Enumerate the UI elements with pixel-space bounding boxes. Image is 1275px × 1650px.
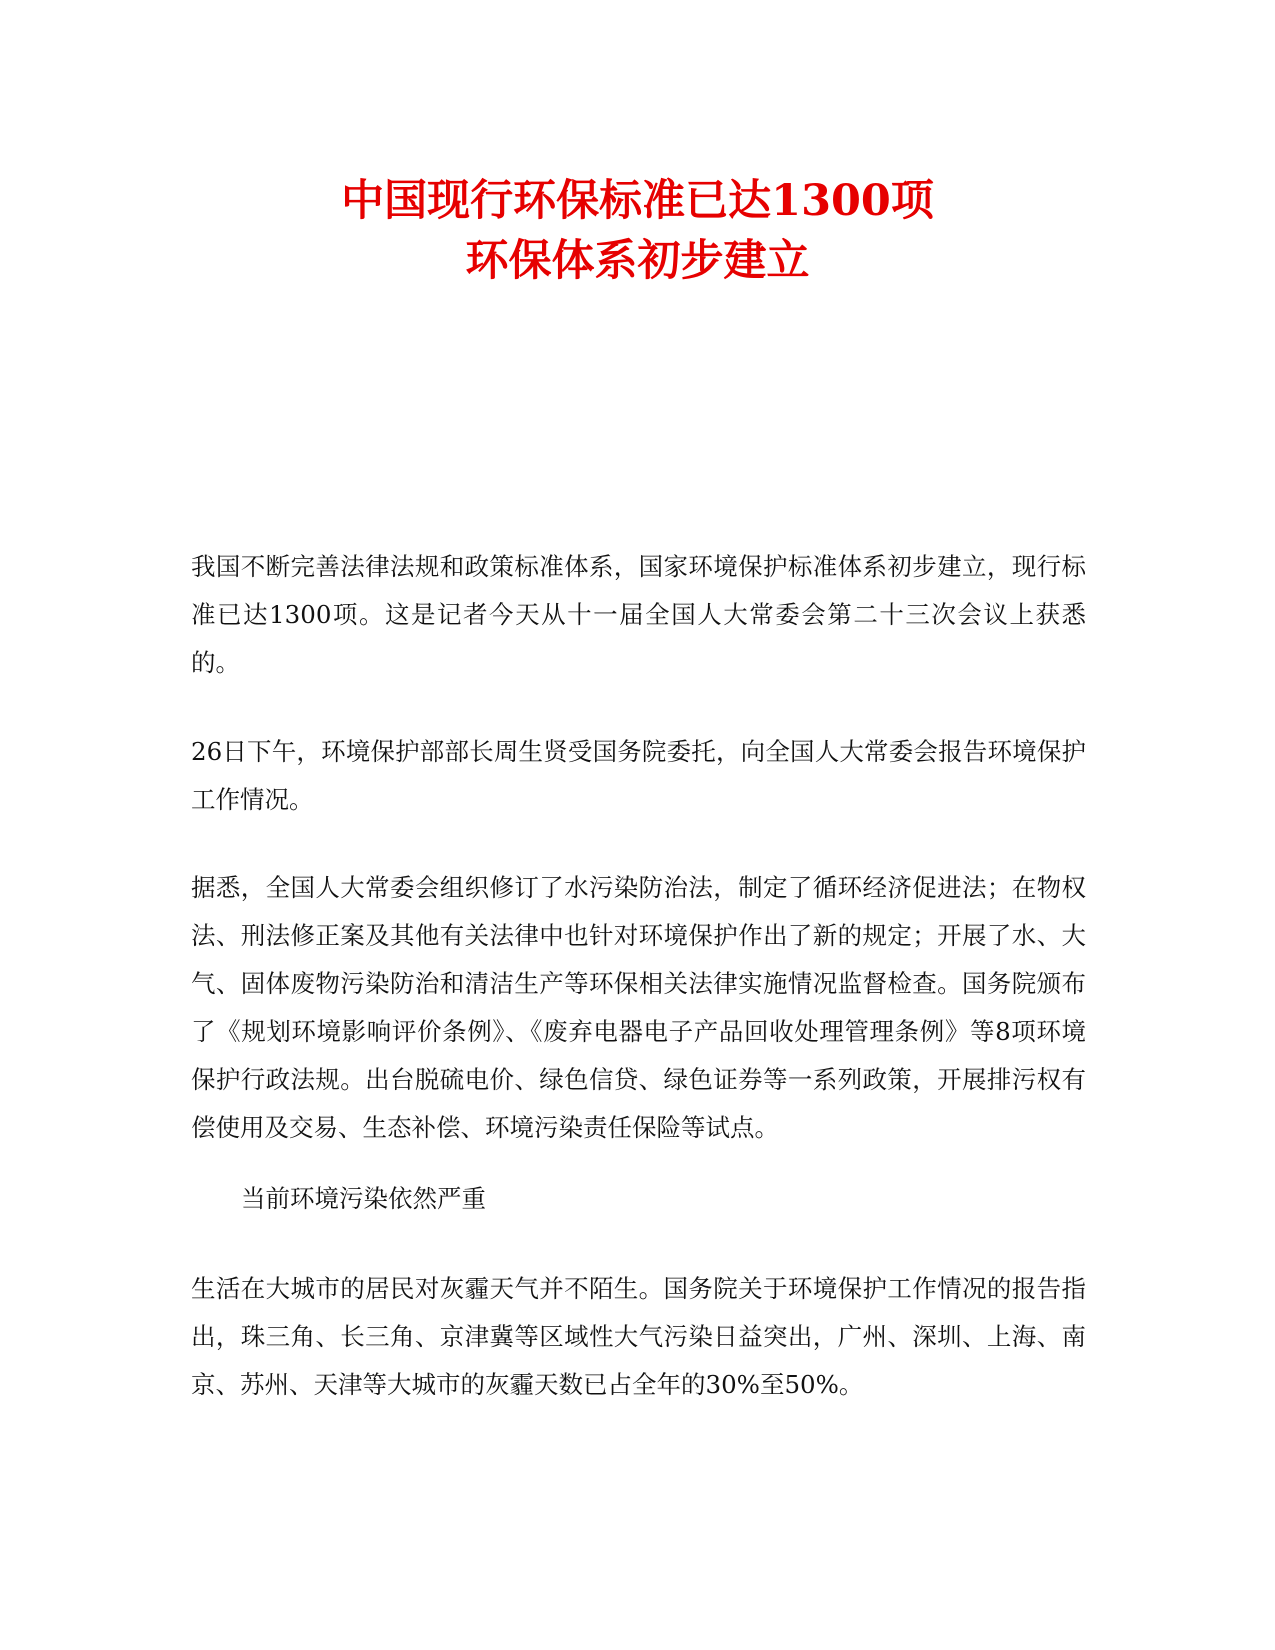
paragraph-report: 26日下午，环境保护部部长周生贤受国务院委托，向全国人大常委会报告环境保护工作情况。 [191,737,1086,814]
paragraph-haze: 生活在大城市的居民对灰霾天气并不陌生。国务院关于环境保护工作情况的报告指出，珠三角、长三角、京津冀等区域性大气污染日益突出，广州、深圳、上海、南京、苏州、天津等大城市的灰霾天数已占全年的30%至50%。 [191,1274,1086,1399]
paragraph-intro: 我国不断完善法律法规和政策标准体系，国家环境保护标准体系初步建立，现行标准已达1300项。这是记者今天从十一届全国人大常委会第二十三次会议上获悉的。 [191,552,1086,677]
paragraph-legislation: 据悉，全国人大常委会组织修订了水污染防治法，制定了循环经济促进法；在物权法、刑法修正案及其他有关法律中也针对环境保护作出了新的规定；开展了水、大气、固体废物污染防治和清洁生产等环保相关法律实施情况监督检查。国务院颁布了《规划环境影响评价条例》、《废弃电器电子产品回收处理管理条例》等8项环境保护行政法规。出台脱硫电价、绿色信贷、绿色证券等一系列政策，开展排污权有偿使用及交易、生态补偿、环境污染责任保险等试点。 [191,873,1086,1142]
document-title-line-2: 环保体系初步建立 [465,236,810,286]
document-title-line-1: 中国现行环保标准已达1300项 [341,176,934,226]
section-subheading: 当前环境污染依然严重 [241,1184,486,1213]
